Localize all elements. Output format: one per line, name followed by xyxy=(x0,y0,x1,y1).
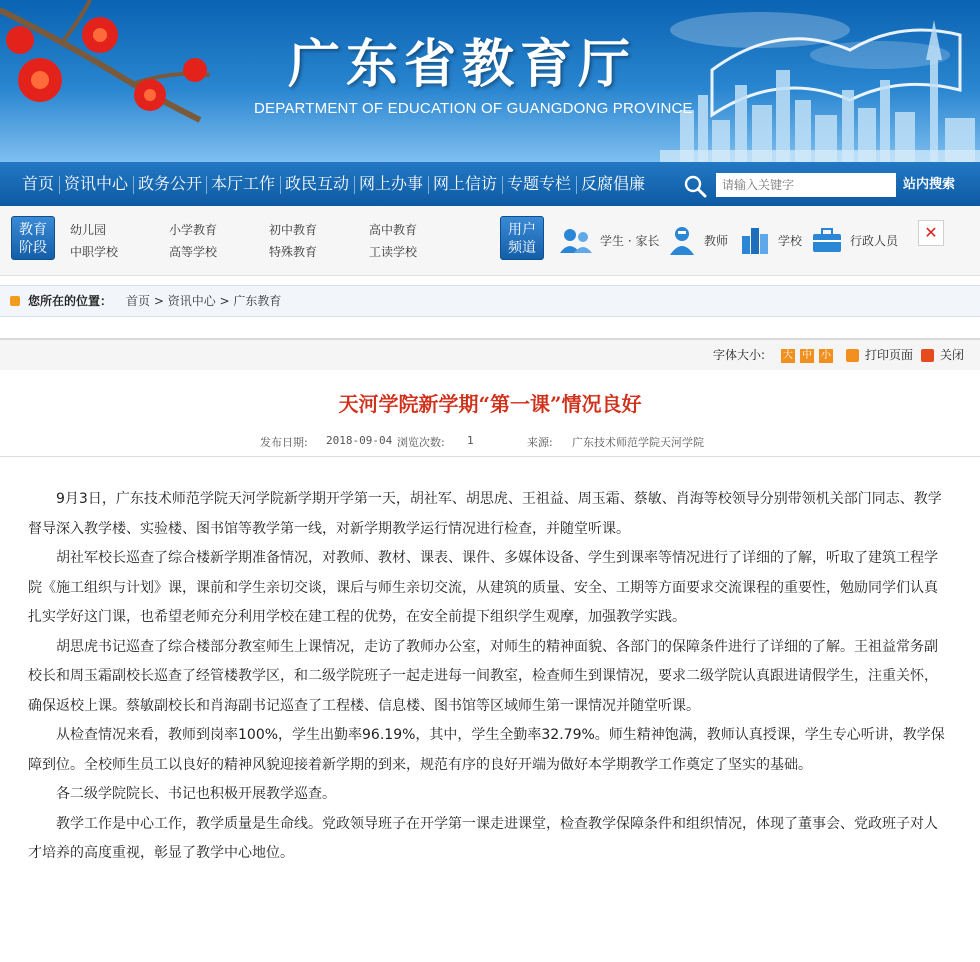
breadcrumb xyxy=(0,285,980,317)
stage-badge xyxy=(11,216,55,260)
stage-link-reform-school[interactable]: 工读学校 xyxy=(369,245,418,259)
user-link-teachers[interactable] xyxy=(668,222,728,258)
site-subtitle: DEPARTMENT OF EDUCATION OF GUANGDONG PROVINCE xyxy=(254,100,693,117)
user-badge-line1: 用户 xyxy=(508,222,536,238)
breadcrumb-label: 您所在的位置： xyxy=(28,294,113,308)
nav-item-gov-affairs[interactable]: 政务公开 xyxy=(138,174,203,193)
nav-item-topics[interactable]: 专题专栏 xyxy=(507,174,572,193)
article-paragraph: 胡思虎书记巡查了综合楼部分教室师生上课情况，走访了教师办公室，对师生的精神面貌、各部门的保障条件进行了详细的了解。王祖益常务副校长和周玉霜副校长巡查了经管楼教学区，和二级学院班子一起走进每一间教室，检查师生到课情况，要求二级学院认真跟进请假学生，注重关怀，确保返校上课。蔡敏副校长和肖海副书记巡查了工程楼、信息楼、图书馆等区域师生第一课情况并随堂听课。 xyxy=(28,638,938,714)
nav-separator xyxy=(280,176,281,194)
breadcrumb-separator: > xyxy=(150,294,168,308)
breadcrumb-links xyxy=(126,286,281,316)
article-paragraph: 教学工作是中心工作，教学质量是生命线。党政领导班子在开学第一课走进课堂，检查教学保障条件和组织情况，体现了董事会、党政班子对人才培养的高度重视，彰显了教学中心地位。 xyxy=(28,815,938,861)
breadcrumb-news[interactable]: 资讯中心 xyxy=(167,294,216,308)
print-icon[interactable] xyxy=(846,349,859,362)
nav-item-dept-work[interactable]: 本厅工作 xyxy=(211,174,276,193)
stage-link-special-ed[interactable]: 特殊教育 xyxy=(269,245,318,259)
font-size-large-button[interactable]: 大 xyxy=(783,350,793,361)
article-body xyxy=(28,485,946,869)
nav-separator xyxy=(59,176,60,194)
stage-link-senior-high[interactable]: 高中教育 xyxy=(369,223,418,237)
close-page-icon[interactable] xyxy=(921,349,934,362)
user-link-label: 学校 xyxy=(778,233,803,248)
teacher-icon xyxy=(668,225,696,255)
user-link-students-parents[interactable] xyxy=(560,222,659,258)
breadcrumb-home[interactable]: 首页 xyxy=(126,294,151,308)
view-count: 1 xyxy=(467,434,474,447)
search-input[interactable] xyxy=(716,173,896,197)
title-divider xyxy=(0,456,980,457)
stage-badge-line2: 阶段 xyxy=(19,240,47,256)
font-size-small-button[interactable]: 小 xyxy=(821,350,831,361)
nav-separator xyxy=(133,176,134,194)
search-icon[interactable] xyxy=(683,174,707,198)
article-title: 天河学院新学期“第一课”情况良好 xyxy=(338,392,642,416)
source-value: 广东技术师范学院天河学院 xyxy=(572,436,704,449)
students-parents-icon xyxy=(560,227,592,253)
font-size-label: 字体大小: xyxy=(713,348,766,362)
site-title: 广东省教育厅 xyxy=(288,34,637,95)
school-building-icon xyxy=(740,226,770,254)
nav-item-online-service[interactable]: 网上办事 xyxy=(359,174,424,193)
user-channel-badge xyxy=(500,216,544,260)
font-size-medium-button[interactable]: 中 xyxy=(802,350,812,361)
source-label: 来源: xyxy=(527,436,553,449)
nav-item-home[interactable]: 首页 xyxy=(22,174,55,193)
user-link-label: 学生 · 家长 xyxy=(600,233,660,248)
search-button[interactable]: 站内搜索 xyxy=(903,174,955,196)
article-paragraph: 胡社军校长巡查了综合楼新学期准备情况，对教师、教材、课表、课件、多媒体设备、学生到课率等情况进行了详细的了解，听取了建筑工程学院《施工组织与计划》课，课前和学生亲切交谈，课后与师生亲切交流，从建筑的质量、安全、工期等方面要求交流课程的重要性，勉励同学们认真扎实学好这门课，也希望老师充分利用学校在建工程的优势，在安全前提下组织学生观摩，加强教学实践。 xyxy=(28,550,938,625)
site-banner xyxy=(0,0,980,162)
publish-date: 2018-09-04 xyxy=(326,434,393,447)
user-link-administrators[interactable] xyxy=(812,222,898,258)
location-icon xyxy=(10,296,20,306)
close-page-button[interactable]: 关闭 xyxy=(940,348,965,362)
nav-separator xyxy=(354,176,355,194)
user-link-schools[interactable] xyxy=(740,222,802,258)
user-link-label: 行政人员 xyxy=(850,233,899,248)
stage-badge-line1: 教育 xyxy=(19,222,47,238)
user-link-label: 教师 xyxy=(704,233,729,248)
briefcase-icon xyxy=(812,227,842,253)
stage-link-kindergarten[interactable]: 幼儿园 xyxy=(70,223,107,237)
breadcrumb-separator: > xyxy=(215,294,234,308)
nav-separator xyxy=(576,176,577,194)
nav-item-news[interactable]: 资讯中心 xyxy=(64,174,129,193)
article-paragraph: 9月3日，广东技术师范学院天河学院新学期开学第一天，胡社军、胡思虎、王祖益、周玉霜、蔡敏、肖海等校领导分别带领机关部门同志、教学督导深入教学楼、实验楼、图书馆等教学第一线，对新学期教学运行情况进行检查，并随堂听课。 xyxy=(28,491,942,537)
stage-link-junior-high[interactable]: 初中教育 xyxy=(269,223,318,237)
nav-item-interaction[interactable]: 政民互动 xyxy=(285,174,350,193)
article-paragraph: 从检查情况来看，教师到岗率100%，学生出勤率96.19%，其中，学生全勤率32.79%。师生精神饱满，教师认真授课，学生专心听讲，教学保障到位。全校师生员工以良好的精神风貌迎接着新学期的到来，规范有序的良好开端为做好本学期教学工作奠定了坚实的基础。 xyxy=(28,727,945,773)
user-badge-line2: 频道 xyxy=(508,240,536,256)
nav-separator xyxy=(428,176,429,194)
article-paragraph: 各二级学院院长、书记也积极开展教学巡查。 xyxy=(56,786,336,802)
nav-separator xyxy=(206,176,207,194)
publish-date-label: 发布日期: xyxy=(260,436,308,449)
view-count-label: 浏览次数: xyxy=(397,436,445,449)
article-toolbar xyxy=(0,338,980,370)
nav-separator xyxy=(502,176,503,194)
print-button[interactable]: 打印页面 xyxy=(865,348,914,362)
stage-link-higher-ed[interactable]: 高等学校 xyxy=(169,245,218,259)
stage-link-vocational[interactable]: 中职学校 xyxy=(70,245,119,259)
nav-item-petition[interactable]: 网上信访 xyxy=(433,174,498,193)
breadcrumb-guangdong-edu[interactable]: 广东教育 xyxy=(233,294,282,308)
stage-link-primary[interactable]: 小学教育 xyxy=(169,223,218,237)
nav-item-anticorruption[interactable]: 反腐倡廉 xyxy=(581,174,646,193)
close-icon[interactable]: ✕ xyxy=(918,220,944,246)
